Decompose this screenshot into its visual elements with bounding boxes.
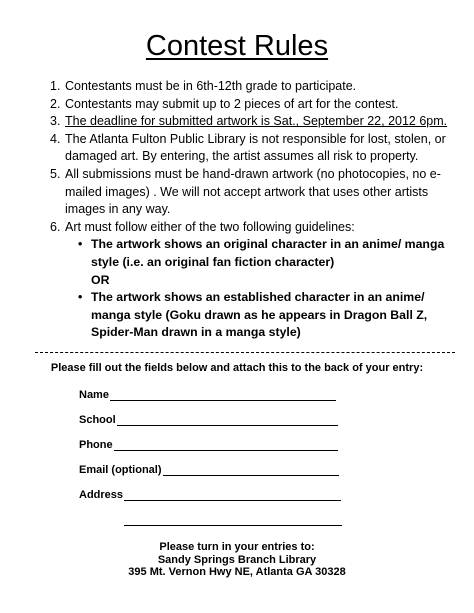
rule-number: 2. bbox=[50, 96, 61, 111]
rule-item bbox=[50, 219, 455, 342]
school-line[interactable] bbox=[117, 414, 338, 426]
rule-number: 5. bbox=[50, 166, 61, 181]
or-separator: OR bbox=[91, 272, 110, 287]
phone-line[interactable] bbox=[114, 439, 338, 451]
rules-list bbox=[50, 78, 455, 342]
address-field[interactable] bbox=[79, 487, 341, 501]
dashed-divider bbox=[35, 352, 455, 353]
guidelines-list bbox=[65, 236, 455, 271]
rule-text: All submissions must be hand-drawn artwork (no photocopies, no e-mailed images) . We will not accept artwork that uses other artists images in any way. bbox=[65, 166, 441, 217]
name-label: Name bbox=[79, 389, 109, 401]
address-label: Address bbox=[79, 489, 124, 501]
rule-number: 4. bbox=[50, 131, 61, 146]
email-line[interactable] bbox=[163, 464, 339, 476]
bullet-icon: • bbox=[78, 290, 83, 305]
phone-field[interactable] bbox=[79, 437, 338, 451]
school-field[interactable] bbox=[79, 412, 338, 426]
school-label: School bbox=[79, 414, 116, 426]
guideline-item bbox=[78, 289, 455, 342]
email-label: Email (optional) bbox=[79, 464, 162, 476]
turn-in-line-3: 395 Mt. Vernon Hwy NE, Atlanta GA 30328 bbox=[128, 566, 346, 578]
instructions-text: Please fill out the fields below and attach this to the back of your entry: bbox=[50, 362, 424, 374]
rule-text: The Atlanta Fulton Public Library is not responsible for lost, stolen, or damaged art. By entering, the artist assumes all risk to property. bbox=[65, 131, 446, 164]
name-line[interactable] bbox=[110, 389, 336, 401]
rule-item bbox=[50, 166, 455, 219]
bullet-icon: • bbox=[78, 237, 83, 252]
rule-item bbox=[50, 131, 455, 166]
rule-text: Contestants may submit up to 2 pieces of art for the contest. bbox=[65, 96, 399, 111]
rule-item bbox=[50, 78, 455, 96]
name-field[interactable] bbox=[79, 387, 336, 401]
rule-number: 6. bbox=[50, 219, 61, 234]
guideline-text: The artwork shows an established character in an anime/ manga style (Goku drawn as he appears in Dragon Ball Z, Spider-Man drawn in a manga style) bbox=[91, 290, 428, 340]
phone-label: Phone bbox=[79, 439, 113, 451]
page-title: Contest Rules bbox=[145, 30, 329, 62]
address-line-2[interactable] bbox=[124, 525, 342, 526]
guideline-text: The artwork shows an original character in an anime/ manga style (i.e. an original fan fiction character) bbox=[91, 237, 445, 269]
rule-item bbox=[50, 96, 455, 114]
deadline-text: The deadline for submitted artwork is Sat., September 22, 2012 6pm. bbox=[65, 114, 448, 129]
turn-in-line-1: Please turn in your entries to: bbox=[159, 541, 315, 553]
email-field[interactable] bbox=[79, 462, 339, 476]
rule-number: 3. bbox=[50, 114, 61, 129]
guideline-item bbox=[78, 236, 455, 271]
guidelines-list bbox=[65, 289, 455, 342]
rule-text: Contestants must be in 6th-12th grade to participate. bbox=[65, 79, 357, 93]
rule-text: Art must follow either of the two following guidelines: bbox=[65, 219, 355, 234]
rule-item bbox=[50, 113, 455, 131]
turn-in-info bbox=[0, 541, 474, 579]
rule-number: 1. bbox=[50, 79, 61, 93]
turn-in-line-2: Sandy Springs Branch Library bbox=[157, 553, 317, 566]
address-line[interactable] bbox=[124, 489, 341, 501]
